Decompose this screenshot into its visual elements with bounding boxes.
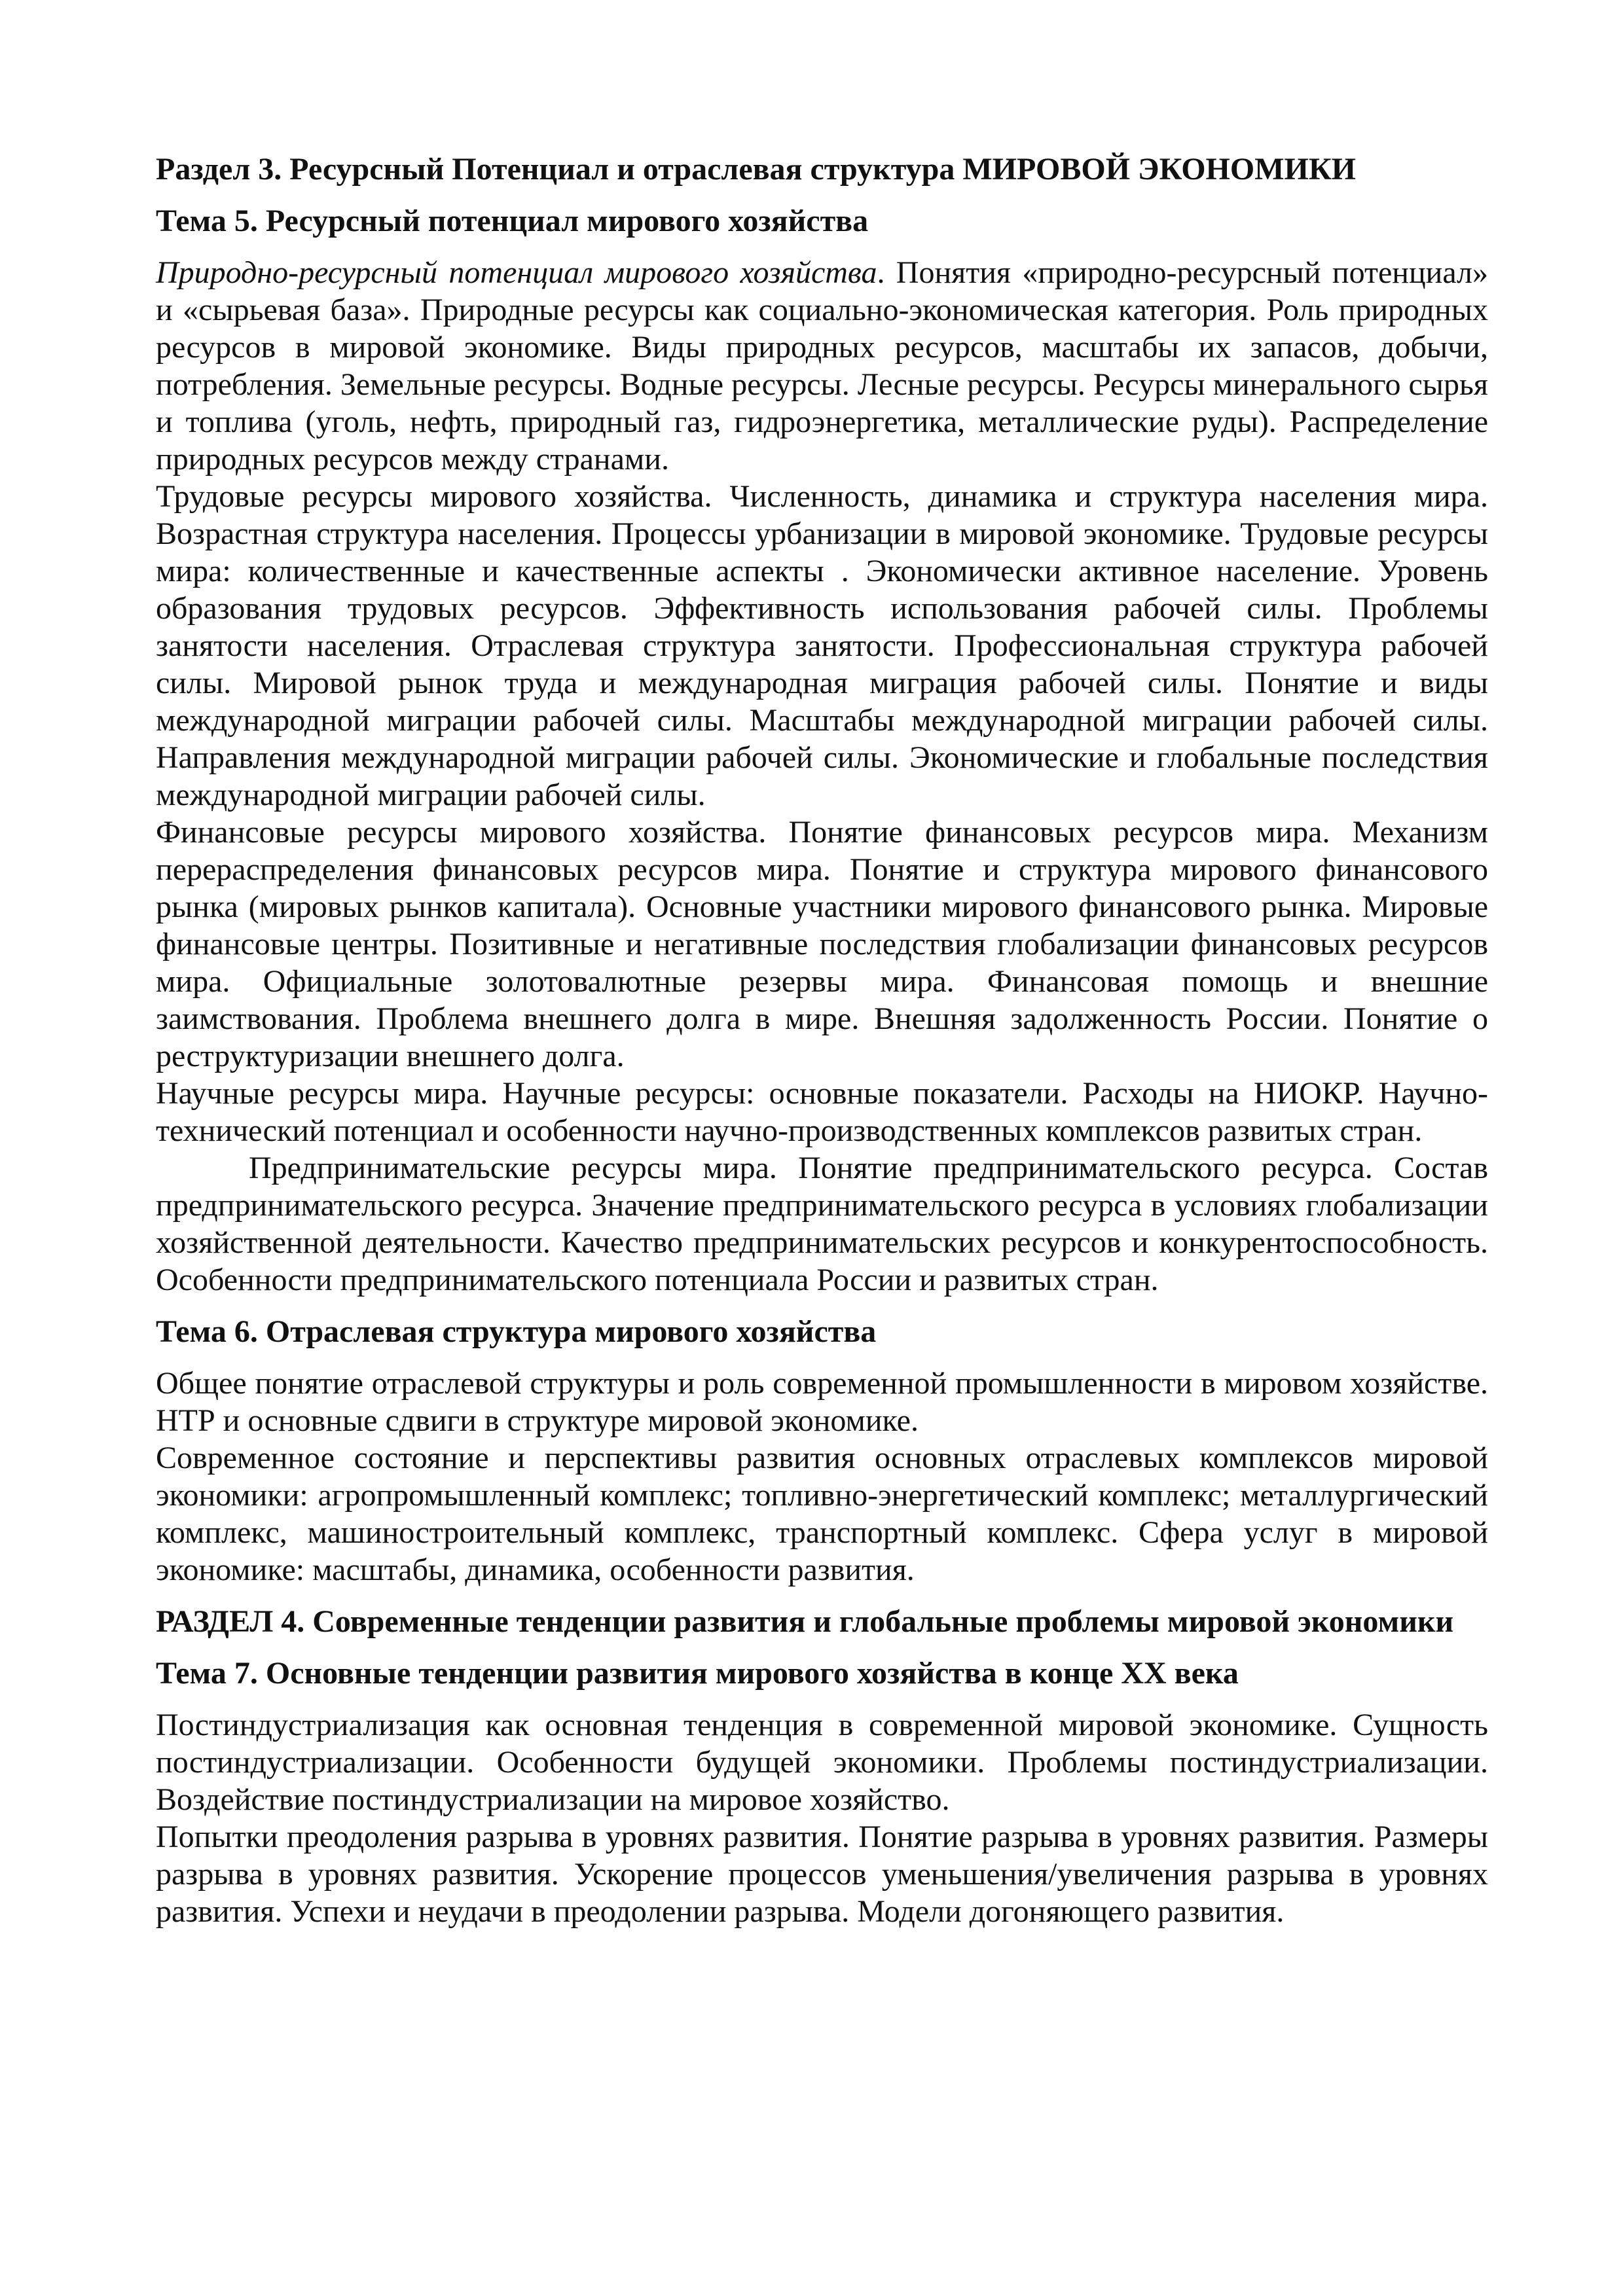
topic-6-heading: Тема 6. Отраслевая структура мирового хозяйства [156,1314,877,1349]
natural-resources-text: . Понятия «природно-ресурсный потенциал» и «сырьевая база». Природные ресурсы как социально-экономическая категория. Роль природных ресурсов в мировой экономике. Виды природных ресурсов, масштабы их запасов, добычи, потребления. Земельные ресурсы. Водные ресурсы. Лесные ресурсы. Ресурсы минерального сырья и топлива (уголь, нефть, природный газ, гидроэнергетика, металлические руды). Распределение природных ресурсов между странами. [156,255,1488,476]
topic-7-heading: Тема 7. Основные тенденции развития мирового хозяйства в конце XX века [156,1656,1239,1691]
topic-7-paragraph-development-gap: Попытки преодоления разрыва в уровнях развития. Понятие разрыва в уровнях развития. Размеры разрыва в уровнях развития. Ускорение процессов уменьшения/увеличения разрыва в уровнях развития. Успехи и неудачи в преодолении разрыва. Модели догоняющего развития. [156,1820,1488,1929]
topic-6-paragraph-structure: Общее понятие отраслевой структуры и роль современной промышленности в мировом хозяйстве. НТР и основные сдвиги в структуре мировой экономике. [156,1366,1488,1438]
section-4-heading: РАЗДЕЛ 4. Современные тенденции развития и глобальные проблемы мировой экономики [156,1604,1454,1639]
topic-5-paragraph-financial-resources: Финансовые ресурсы мирового хозяйства. Понятие финансовых ресурсов мира. Механизм перераспределения финансовых ресурсов мира. Понятие и структура мирового финансового рынка (мировых рынков капитала). Основные участники мирового финансового рынка. Мировые финансовые центры. Позитивные и негативные последствия глобализации финансовых ресурсов мира. Официальные золотовалютные резервы мира. Финансовая помощь и внешние заимствования. Проблема внешнего долга в мире. Внешняя задолженность России. Понятие о реструктуризации внешнего долга. [156,815,1488,1073]
section-3-heading: Раздел 3. Ресурсный Потенциал и отраслевая структура МИРОВОЙ ЭКОНОМИКИ [156,152,1356,187]
topic-5-paragraph-labor-resources: Трудовые ресурсы мирового хозяйства. Численность, динамика и структура населения мира. Возрастная структура населения. Процессы урбанизации в мировой экономике. Трудовые ресурсы мира: количественные и качественные аспекты . Экономически активное население. Уровень образования трудовых ресурсов. Эффективность использования рабочей силы. Проблемы занятости населения. Отраслевая структура занятости. Профессиональная структура рабочей силы. Мировой рынок труда и международная миграция рабочей силы. Понятие и виды международной миграции рабочей силы. Масштабы международной миграции рабочей силы. Направления международной миграции рабочей силы. Экономические и глобальные последствия международной миграции рабочей силы. [156,479,1488,812]
topic-5-heading: Тема 5. Ресурсный потенциал мирового хозяйства [156,204,869,238]
topic-5-paragraph-natural-resources [156,254,1488,478]
topic-6-paragraph-complexes: Современное состояние и перспективы развития основных отраслевых комплексов мировой экономики: агропромышленный комплекс; топливно-энергетический комплекс; металлургический комплекс, машиностроительный комплекс, транспортный комплекс. Сфера услуг в мировой экономике: масштабы, динамика, особенности развития. [156,1441,1488,1587]
natural-resources-term: Природно-ресурсный потенциал мирового хозяйства [156,255,877,290]
topic-5-paragraph-entrepreneurial-resources: Предпринимательские ресурсы мира. Понятие предпринимательского ресурса. Состав предпринимательского ресурса. Значение предпринимательского ресурса в условиях глобализации хозяйственной деятельности. Качество предпринимательских ресурсов и конкурентоспособность. Особенности предпринимательского потенциала России и развитых стран. [156,1151,1488,1297]
topic-7-paragraph-postindustrialization: Постиндустриализация как основная тенденция в современной мировой экономике. Сущность постиндустриализации. Особенности будущей экономики. Проблемы постиндустриализации. Воздействие постиндустриализации на мировое хозяйство. [156,1708,1488,1817]
document-page [156,151,1488,1930]
topic-5-paragraph-scientific-resources: Научные ресурсы мира. Научные ресурсы: основные показатели. Расходы на НИОКР. Научно-технический потенциал и особенности научно-производственных комплексов развитых стран. [156,1076,1488,1148]
